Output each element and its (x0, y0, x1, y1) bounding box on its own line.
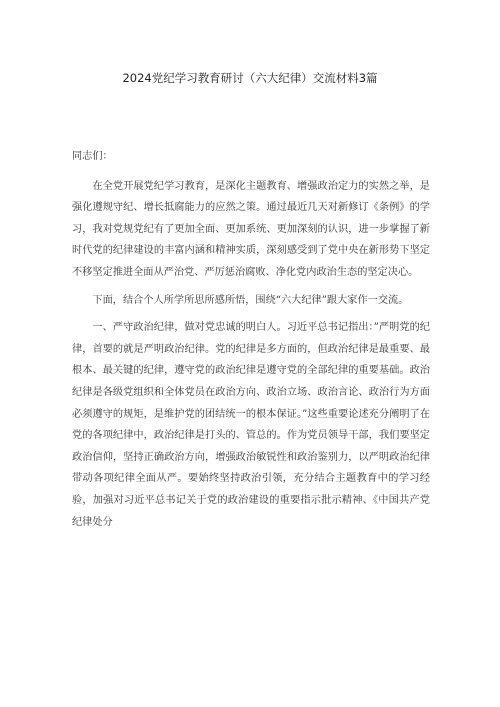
document-body (72, 146, 430, 533)
greeting-line: 同志们： (72, 151, 113, 162)
document-title: 2024党纪学习教育研讨（六大纪律）交流材料3篇 (122, 71, 378, 85)
paragraph-transition: 下面，结合个人所学所思所感所悟，围绕“六大纪律”跟大家作一交流。 (92, 294, 409, 306)
paragraph-intro: 在全党开展党纪学习教育，是深化主题教育、增强政治定力的实然之举，是强化遵规守纪、增长抵腐能力的应然之策。通过最近几天对新修订《条例》的学习，我对党规党纪有了更加全面、更加系统、更加深刻的认识，进一步掌握了新时代党的纪律建设的丰富内涵和精神实质，深刻感受到了党中央在新形势下坚定不移坚定推进全面从严治党、严厉惩治腐败、净化党内政治生态的坚定决心。 (72, 180, 430, 278)
paragraph-political-discipline: 一、严守政治纪律，做对党忠诚的明白人。习近平总书记指出：”严明党的纪律，首要的就是严明政治纪律。党的纪律是多方面的，但政治纪律是最重要、最根本、最关键的纪律，遵守党的政治纪律是遵守党的全部纪律的重要基础。政治纪律是各级党组织和全体党员在政治方向、政治立场、政治言论、政治行为方面必须遵守的规矩，是维护党的团结统一的根本保证。”这些重要论述充分阐明了在党的各项纪律中，政治纪律是打头的、管总的。作为党员领导干部，我们要坚定政治信仰，坚持正确政治方向，增强政治敏锐性和政治鉴别力，以严明政治纪律带动各项纪律全面从严。要始终坚持政治引领，充分结合主题教育中的学习经验，加强对习近平总书记关于党的政治建设的重要指示批示精神、《中国共产党纪律处分 (72, 322, 430, 528)
